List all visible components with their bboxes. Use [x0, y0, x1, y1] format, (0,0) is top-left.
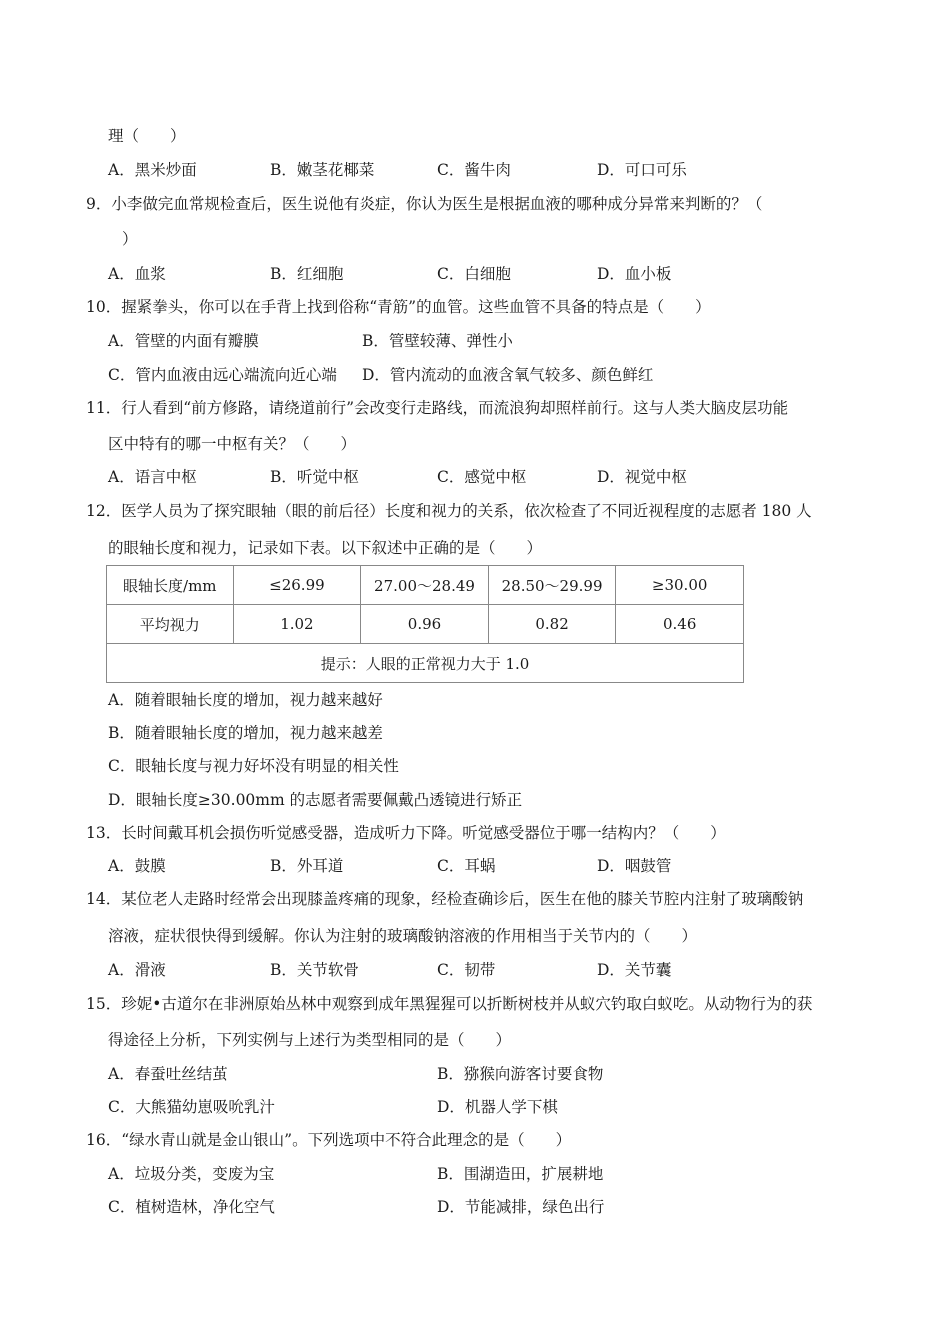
table-row: [107, 566, 744, 605]
q12-option-a: A．随着眼轴长度的增加，视力越来越好: [108, 691, 383, 709]
q12-stem-line2: 的眼轴长度和视力，记录如下表。以下叙述中正确的是（ ）: [108, 539, 543, 557]
q9-option-d: D．血小板: [597, 265, 672, 283]
q9-option-a: A．血浆: [108, 265, 166, 283]
q9-stem-line2: ）: [122, 230, 138, 248]
q13-option-b: B．外耳道: [270, 857, 344, 875]
q8-option-a: A．黑米炒面: [108, 161, 197, 179]
q13-option-c: C．耳蜗: [437, 857, 496, 875]
table-cell: 1.02: [233, 605, 361, 644]
q8-option-b: B．嫩茎花椰菜: [270, 161, 375, 179]
q12-option-d: D．眼轴长度≥30.00mm 的志愿者需要佩戴凸透镜进行矫正: [108, 791, 523, 809]
q9-option-c: C．白细胞: [437, 265, 511, 283]
q13-stem: 13．长时间戴耳机会损伤听觉感受器，造成听力下降。听觉感受器位于哪一结构内？（ ）: [86, 824, 726, 842]
q11-option-d: D．视觉中枢: [597, 468, 687, 486]
q9-stem-line1: 9．小李做完血常规检查后，医生说他有炎症，你认为医生是根据血液的哪种成分异常来判断的？（: [86, 195, 763, 213]
q10-stem: 10．握紧拳头，你可以在手背上找到俗称“青筋”的血管。这些血管不具备的特点是（ ）: [86, 298, 711, 316]
table-row: [107, 605, 744, 644]
q15-option-a: A．春蚕吐丝结茧: [108, 1065, 228, 1083]
table-cell: ≥30.00: [616, 566, 744, 605]
q10-option-d: D．管内流动的血液含氧气较多、颜色鲜红: [362, 366, 654, 384]
q13-option-a: A．鼓膜: [108, 857, 166, 875]
q10-option-a: A．管壁的内面有瓣膜: [108, 332, 259, 350]
q16-option-c: C．植树造林，净化空气: [108, 1198, 275, 1216]
table-cell: 28.50～29.99: [488, 566, 616, 605]
q15-stem-line2: 得途径上分析，下列实例与上述行为类型相同的是（ ）: [108, 1031, 512, 1049]
q15-option-c: C．大熊猫幼崽吸吮乳汁: [108, 1098, 275, 1116]
table-note: 提示：人眼的正常视力大于 1.0: [107, 644, 744, 683]
q14-option-c: C．韧带: [437, 961, 496, 979]
q14-option-a: A．滑液: [108, 961, 166, 979]
q15-stem-line1: 15．珍妮•古道尔在非洲原始丛林中观察到成年黑猩猩可以折断树枝并从蚁穴钓取白蚁吃。从动物行为的获: [86, 995, 813, 1013]
table-cell: 0.96: [361, 605, 489, 644]
q11-stem-line1: 11．行人看到“前方修路，请绕道前行”会改变行走路线，而流浪狗却照样前行。这与人类大脑皮层功能: [86, 399, 789, 417]
table-cell: 眼轴长度/mm: [107, 566, 234, 605]
table-cell: 0.46: [616, 605, 744, 644]
q14-option-b: B．关节软骨: [270, 961, 359, 979]
q16-option-b: B．围湖造田，扩展耕地: [437, 1165, 604, 1183]
table-cell: 27.00～28.49: [361, 566, 489, 605]
q8-option-d: D．可口可乐: [597, 161, 687, 179]
q10-option-b: B．管壁较薄、弹性小: [362, 332, 513, 350]
q15-option-d: D．机器人学下棋: [437, 1098, 558, 1116]
q11-option-b: B．听觉中枢: [270, 468, 359, 486]
table-cell: ≤26.99: [233, 566, 361, 605]
q16-option-a: A．垃圾分类，变废为宝: [108, 1165, 275, 1183]
table-cell: 平均视力: [107, 605, 234, 644]
table-cell: 0.82: [488, 605, 616, 644]
q14-stem-line2: 溶液，症状很快得到缓解。你认为注射的玻璃酸钠溶液的作用相当于关节内的（ ）: [108, 927, 698, 945]
axial-length-vision-table: [106, 565, 744, 683]
q15-option-b: B．猕猴向游客讨要食物: [437, 1065, 604, 1083]
q8-option-c: C．酱牛肉: [437, 161, 511, 179]
q14-stem-line1: 14．某位老人走路时经常会出现膝盖疼痛的现象，经检查确诊后，医生在他的膝关节腔内注射了玻璃酸钠: [86, 890, 804, 908]
q8-continuation: 理（ ）: [108, 127, 186, 145]
q11-stem-line2: 区中特有的哪一中枢有关？（ ）: [108, 435, 357, 453]
q14-option-d: D．关节囊: [597, 961, 672, 979]
q12-option-c: C．眼轴长度与视力好坏没有明显的相关性: [108, 757, 399, 775]
q16-stem: 16．“绿水青山就是金山银山”。下列选项中不符合此理念的是（ ）: [86, 1131, 572, 1149]
q12-stem-line1: 12．医学人员为了探究眼轴（眼的前后径）长度和视力的关系，依次检查了不同近视程度的志愿者 180 人: [86, 502, 812, 520]
q9-option-b: B．红细胞: [270, 265, 344, 283]
q11-option-c: C．感觉中枢: [437, 468, 527, 486]
q16-option-d: D．节能减排，绿色出行: [437, 1198, 605, 1216]
q10-option-c: C．管内血液由远心端流向近心端: [108, 366, 337, 384]
q12-option-b: B．随着眼轴长度的增加，视力越来越差: [108, 724, 383, 742]
q13-option-d: D．咽鼓管: [597, 857, 672, 875]
table-row: [107, 644, 744, 683]
q11-option-a: A．语言中枢: [108, 468, 197, 486]
